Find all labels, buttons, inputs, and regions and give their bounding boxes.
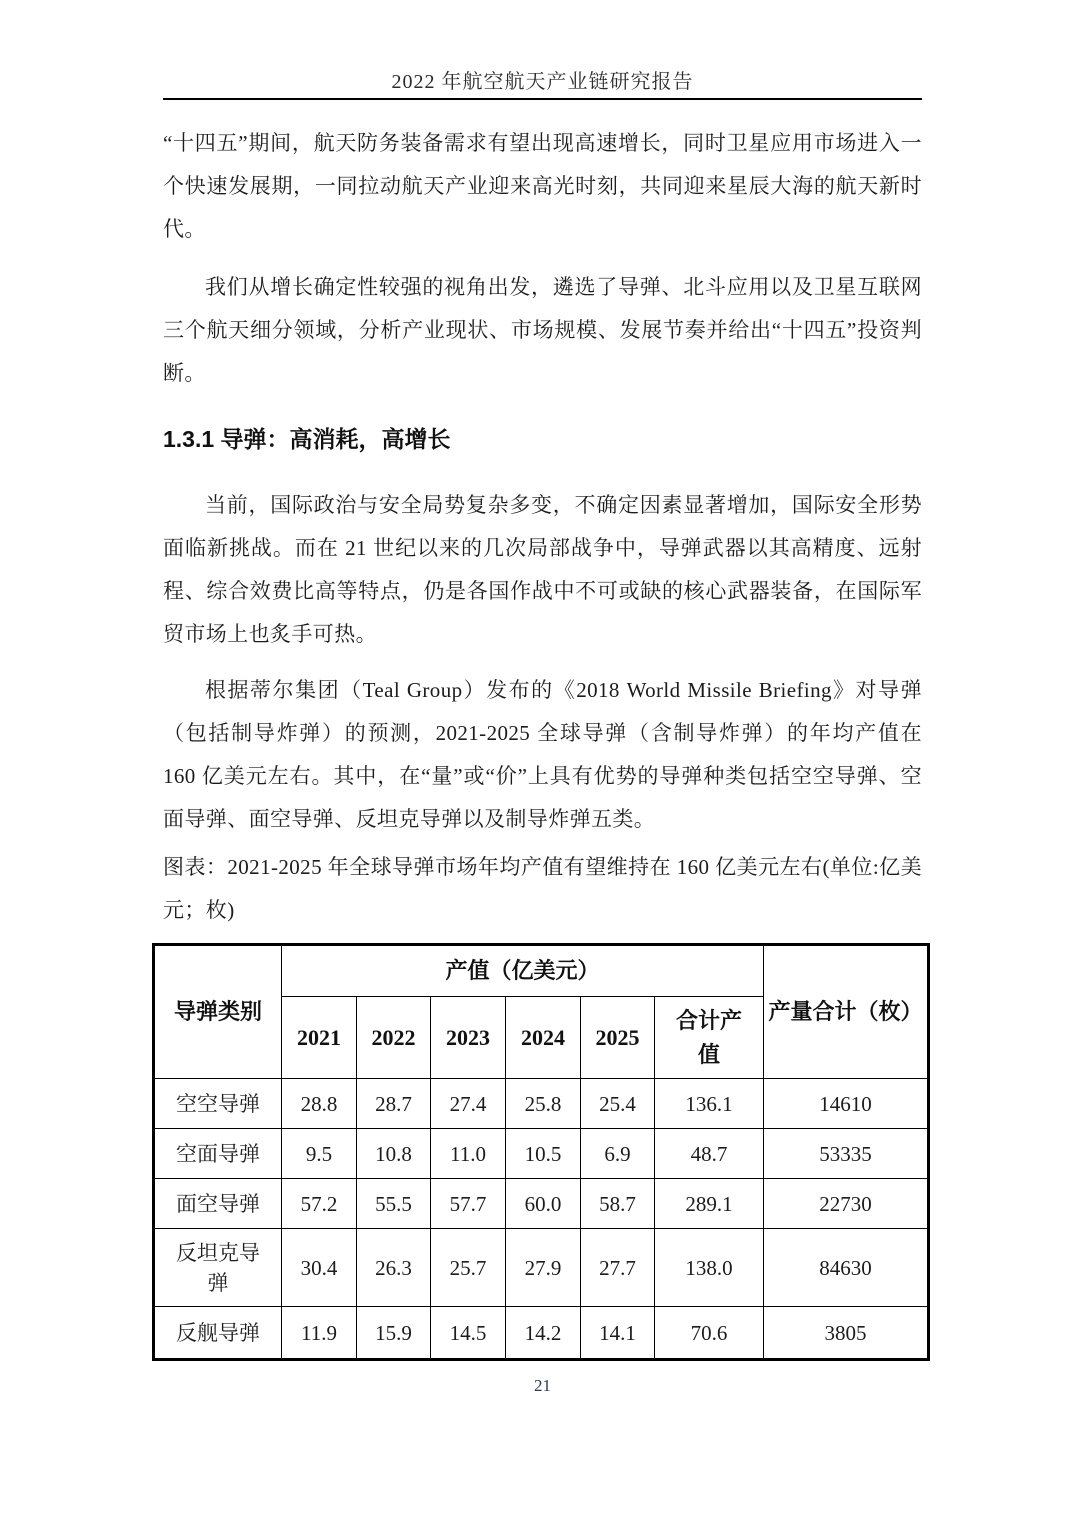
table-row bbox=[154, 1079, 929, 1129]
cell-value: 27.7 bbox=[581, 1229, 655, 1307]
paragraph-4: 根据蒂尔集团（Teal Group）发布的《2018 World Missile Briefing》对导弹（包括制导炸弹）的预测，2021-2025 全球导弹（含制导炸弹）的年均产值在 160 亿美元左右。其中，在“量”或“价”上具有优势的导弹种类包括空空导弹、空面导弹、面空导弹、反坦克导弹以及制导炸弹五类。 bbox=[163, 678, 922, 831]
cell-value: 14.2 bbox=[506, 1307, 581, 1360]
cell-value: 10.5 bbox=[506, 1129, 581, 1179]
cell-value: 25.4 bbox=[581, 1079, 655, 1129]
cell-quantity-total: 84630 bbox=[764, 1229, 929, 1307]
cell-quantity-total: 53335 bbox=[764, 1129, 929, 1179]
paragraph-3: 当前，国际政治与安全局势复杂多变，不确定因素显著增加，国际安全形势面临新挑战。而在 21 世纪以来的几次局部战争中，导弹武器以其高精度、远射程、综合效费比高等特点，仍是各国作战中不可或缺的核心武器装备，在国际军贸市场上也炙手可热。 bbox=[163, 493, 922, 646]
table-row bbox=[154, 1229, 929, 1307]
report-title: 2022 年航空航天产业链研究报告 bbox=[391, 71, 694, 93]
column-group-header-value: 产值（亿美元） bbox=[282, 945, 764, 997]
cell-value-total: 136.1 bbox=[655, 1079, 764, 1129]
column-header-year: 2024 bbox=[506, 997, 581, 1079]
figure-caption: 图表：2021-2025 年全球导弹市场年均产值有望维持在 160 亿美元左右(单位:亿美元；枚) bbox=[163, 855, 922, 922]
cell-value: 11.9 bbox=[282, 1307, 357, 1360]
cell-value-total: 289.1 bbox=[655, 1179, 764, 1229]
paragraph-2: 我们从增长确定性较强的视角出发，遴选了导弹、北斗应用以及卫星互联网三个航天细分领域，分析产业现状、市场规模、发展节奏并给出“十四五”投资判断。 bbox=[163, 275, 922, 385]
header-rule bbox=[163, 98, 922, 100]
cell-value: 14.1 bbox=[581, 1307, 655, 1360]
table-body bbox=[154, 1079, 929, 1360]
column-header-year: 2025 bbox=[581, 997, 655, 1079]
section-heading: 1.3.1 导弹：高消耗，高增长 bbox=[163, 426, 451, 452]
page-number: 21 bbox=[534, 1376, 551, 1395]
column-header-year: 2023 bbox=[431, 997, 506, 1079]
cell-value: 30.4 bbox=[282, 1229, 357, 1307]
cell-value-total: 70.6 bbox=[655, 1307, 764, 1360]
cell-value: 58.7 bbox=[581, 1179, 655, 1229]
cell-quantity-total: 3805 bbox=[764, 1307, 929, 1360]
column-header-year: 2021 bbox=[282, 997, 357, 1079]
cell-value: 9.5 bbox=[282, 1129, 357, 1179]
table-header-row-1 bbox=[154, 945, 929, 997]
table-row bbox=[154, 1179, 929, 1229]
cell-category: 反舰导弹 bbox=[154, 1307, 282, 1360]
table-row bbox=[154, 1129, 929, 1179]
cell-value-total: 138.0 bbox=[655, 1229, 764, 1307]
paragraph-1: “十四五”期间，航天防务装备需求有望出现高速增长，同时卫星应用市场进入一个快速发展期，一同拉动航天产业迎来高光时刻，共同迎来星辰大海的航天新时代。 bbox=[163, 131, 922, 241]
cell-value: 57.2 bbox=[282, 1179, 357, 1229]
table-head bbox=[154, 945, 929, 1079]
column-header-quantity-total: 产量合计（枚） bbox=[764, 945, 929, 1079]
cell-quantity-total: 22730 bbox=[764, 1179, 929, 1229]
cell-value: 26.3 bbox=[357, 1229, 431, 1307]
table-row bbox=[154, 1307, 929, 1360]
cell-value: 28.7 bbox=[357, 1079, 431, 1129]
cell-value: 15.9 bbox=[357, 1307, 431, 1360]
cell-category: 面空导弹 bbox=[154, 1179, 282, 1229]
cell-category: 反坦克导弹 bbox=[154, 1229, 282, 1307]
cell-value: 28.8 bbox=[282, 1079, 357, 1129]
column-header-category: 导弹类别 bbox=[154, 945, 282, 1079]
missile-data-table bbox=[152, 943, 930, 1361]
cell-value: 55.5 bbox=[357, 1179, 431, 1229]
page-header bbox=[163, 0, 922, 100]
cell-value: 10.8 bbox=[357, 1129, 431, 1179]
cell-value: 27.9 bbox=[506, 1229, 581, 1307]
cell-value: 25.7 bbox=[431, 1229, 506, 1307]
cell-category: 空面导弹 bbox=[154, 1129, 282, 1179]
cell-value: 25.8 bbox=[506, 1079, 581, 1129]
cell-value: 57.7 bbox=[431, 1179, 506, 1229]
cell-value: 11.0 bbox=[431, 1129, 506, 1179]
cell-value: 60.0 bbox=[506, 1179, 581, 1229]
cell-value: 27.4 bbox=[431, 1079, 506, 1129]
cell-value-total: 48.7 bbox=[655, 1129, 764, 1179]
column-header-year: 2022 bbox=[357, 997, 431, 1079]
column-header-value-total: 合计产值 bbox=[655, 997, 764, 1079]
cell-category: 空空导弹 bbox=[154, 1079, 282, 1129]
cell-quantity-total: 14610 bbox=[764, 1079, 929, 1129]
cell-value: 6.9 bbox=[581, 1129, 655, 1179]
cell-value: 14.5 bbox=[431, 1307, 506, 1360]
